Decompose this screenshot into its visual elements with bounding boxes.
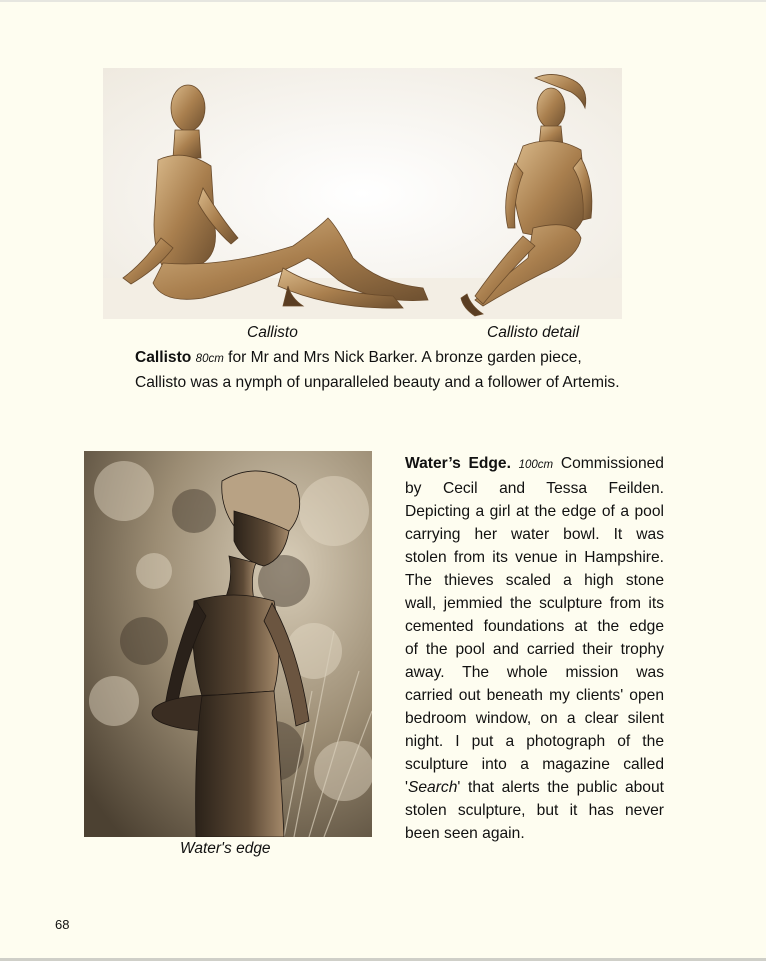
waters-edge-line: ' that alerts the public about [457,779,664,796]
waters-edge-line: The thieves scaled a high stone [405,572,664,589]
callisto-caption: Callisto [247,324,298,341]
waters-edge-line: of the pool and carried their trophy [405,641,664,658]
waters-edge-title: Water’s Edge. [405,455,511,472]
callisto-description [135,346,655,394]
waters-edge-line: wall, jemmied the sculpture from its [405,595,664,612]
callisto-photo [103,68,622,319]
page-number: 68 [55,917,70,932]
waters-edge-line-1: Commissioned [553,455,664,472]
waters-edge-description [405,452,664,845]
waters-edge-line: cemented foundations at the edge [405,618,664,635]
waters-edge-line: night. I put a photograph of the [405,733,664,750]
top-rule [0,0,766,2]
callisto-desc-line2: Callisto was a nymph of unparalleled beauty and a follower of Artemis. [135,374,620,391]
waters-edge-line: by Cecil and Tessa Feilden. [405,480,664,497]
waters-edge-line: bedroom window, on a clear silent [405,710,664,727]
waters-edge-photo [84,451,372,837]
search-magazine-title: Search [407,779,458,796]
callisto-size: 80cm [195,353,224,365]
waters-edge-line: stolen sculpture, but it has never [405,802,664,819]
waters-edge-line: sculpture into a magazine called [405,756,664,773]
waters-edge-line: been seen again. [405,825,525,842]
waters-edge-caption: Water's edge [180,840,271,857]
waters-edge-line: away. The whole mission was [405,664,664,681]
callisto-detail-caption: Callisto detail [487,324,580,341]
waters-edge-size: 100cm [518,459,554,471]
waters-edge-line: carrying her water bowl. It was [405,526,664,543]
callisto-title: Callisto [135,349,192,366]
waters-edge-line: stolen from its venue in Hampshire. [405,549,664,566]
callisto-desc-line1: for Mr and Mrs Nick Barker. A bronze garden piece, [223,349,582,366]
search-quote-open: ' [405,779,408,796]
waters-edge-line: carried out beneath my clients' open [405,687,664,704]
waters-edge-line: Depicting a girl at the edge of a pool [405,503,664,520]
